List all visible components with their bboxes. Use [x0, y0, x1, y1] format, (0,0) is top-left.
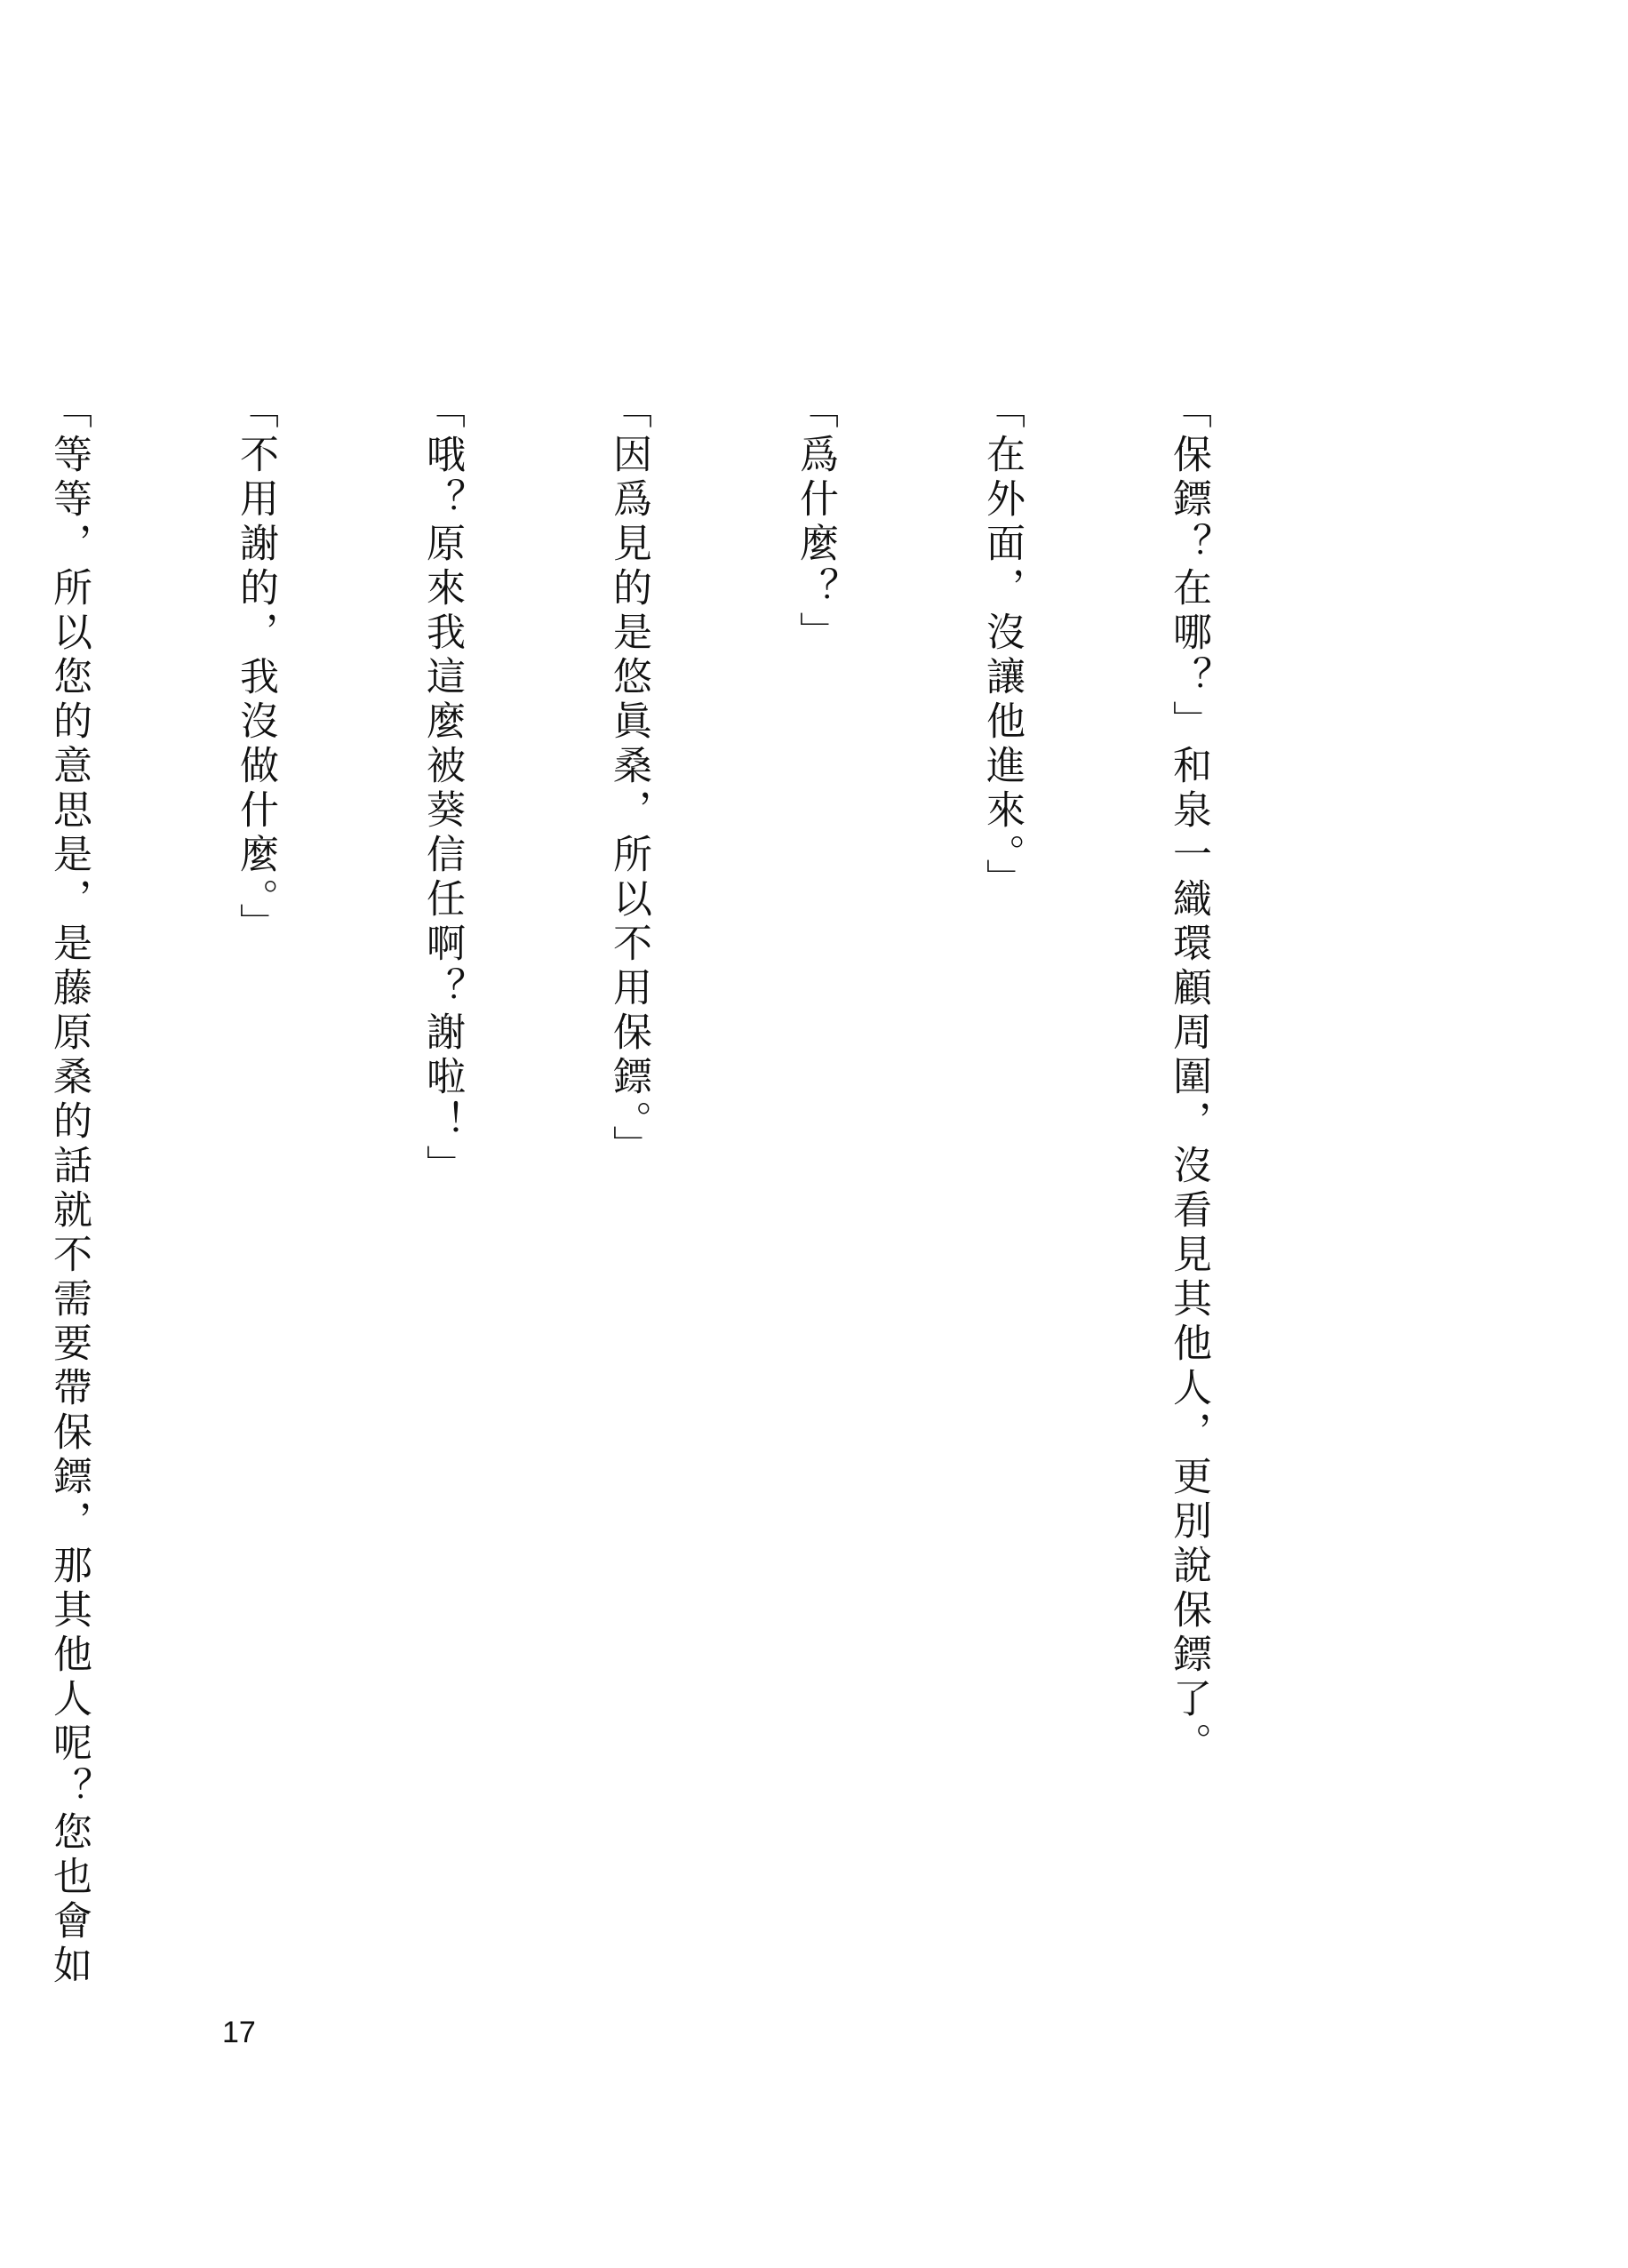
page-number: 17 [222, 2016, 256, 2049]
text-line: 「保鏢？在哪？」和泉一織環顧周圍，沒看見其他人，更別說保鏢了。 [1166, 389, 1211, 1767]
text-line: 「爲什麼？」 [793, 389, 838, 656]
text-line: 「不用謝的，我沒做什麼。」 [233, 389, 278, 947]
text-line: 「等等，所以您的意思是，是藤原桑的話就不需要帶保鏢，那其他人呢？您也會如 [46, 389, 92, 1989]
text-line: 「哦？原來我這麼被葵信任啊？謝啦！」 [419, 389, 465, 1189]
body-text [0, 389, 1344, 2042]
text-line: 「因爲見的是悠眞桑，所以不用保鏢。」 [606, 389, 651, 1170]
text-line: 「在外面，沒讓他進來。」 [979, 389, 1025, 903]
